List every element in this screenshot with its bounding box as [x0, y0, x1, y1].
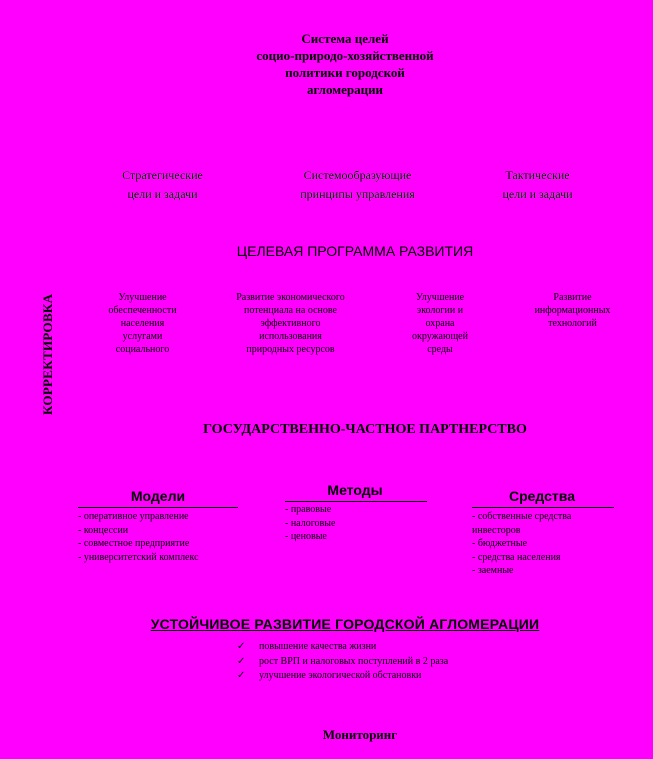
list-item: - ценовые	[285, 531, 327, 542]
partnership-title: ГОСУДАРСТВЕННО-ЧАСТНОЕ ПАРТНЕРСТВО	[203, 422, 527, 437]
goal-line: населения	[120, 318, 165, 329]
goal-line: использования	[259, 331, 322, 342]
category-principles	[270, 166, 445, 204]
goal-line: Улучшение	[415, 292, 465, 303]
correction-text: КОРРЕКТИРОВКА	[40, 293, 55, 415]
goal-line: обеспеченности	[108, 305, 177, 316]
goal-line: технологий	[548, 318, 597, 329]
goal-line: потенциала на основе	[244, 305, 337, 316]
outcome-text: улучшение экологической обстановки	[259, 670, 422, 681]
goal-line: Улучшение	[118, 292, 167, 303]
goal-line: среды	[427, 344, 453, 355]
outcome-item	[237, 669, 448, 684]
means-heading: Средства	[508, 488, 575, 504]
list-item: - налоговые	[285, 517, 336, 529]
title-line: политики городской	[285, 65, 405, 80]
category-line: Тактические	[505, 168, 570, 182]
goal-line: Развитие	[553, 292, 592, 303]
goal-line: Развитие экономического	[236, 292, 345, 303]
list-item: - средства населения	[472, 551, 561, 563]
title-line: социо-природо-хозяйственной	[256, 48, 434, 63]
monitoring-label: Мониторинг	[322, 727, 398, 742]
list-item: - собственные средства	[472, 511, 572, 522]
outcome-title: УСТОЙЧИВОЕ РАЗВИТИЕ ГОРОДСКОЙ АГЛОМЕРАЦИИ	[150, 616, 540, 632]
check-icon: ✓	[237, 670, 246, 681]
list-item: - бюджетные	[472, 538, 528, 549]
check-icon: ✓	[237, 655, 246, 667]
correction-label	[40, 265, 60, 415]
goal-ecology	[395, 291, 485, 356]
category-line: цели и задачи	[502, 187, 573, 201]
check-icon: ✓	[237, 641, 246, 652]
means-divider	[472, 507, 614, 508]
goal-line: экологии и	[416, 305, 464, 316]
list-item: - университетский комплекс	[78, 551, 199, 563]
category-line: Стратегические	[122, 168, 203, 182]
category-strategic	[95, 166, 230, 204]
models-list	[78, 510, 199, 564]
list-item: - оперативное управление	[78, 511, 189, 522]
category-line: принципы управления	[300, 187, 415, 201]
goal-social	[95, 291, 190, 356]
goal-line: социального	[115, 344, 170, 355]
goal-line: окружающей	[412, 331, 468, 342]
list-item: - заемные	[472, 565, 514, 576]
goal-economy	[218, 291, 363, 356]
goal-line: услугами	[122, 331, 163, 342]
program-title: ЦЕЛЕВАЯ ПРОГРАММА РАЗВИТИЯ	[236, 243, 474, 259]
models-divider	[78, 507, 238, 508]
means-list	[472, 510, 571, 578]
diagram-title	[200, 30, 490, 98]
category-line: цели и задачи	[127, 187, 198, 201]
list-item: - совместное предприятие	[78, 538, 190, 549]
outcome-text: повышение качества жизни	[259, 641, 377, 652]
outcome-item	[237, 640, 448, 655]
goal-line: охрана	[425, 318, 455, 329]
outcome-text: рост ВРП и налоговых поступлений в 2 раза	[259, 655, 449, 667]
goal-line: природных ресурсов	[246, 344, 335, 355]
list-item: - концессии	[78, 524, 129, 536]
outcome-list	[237, 640, 448, 684]
category-line: Системообразующие	[303, 168, 412, 182]
methods-divider	[285, 501, 427, 502]
list-item: инвесторов	[472, 524, 521, 536]
goal-it	[515, 291, 630, 330]
methods-heading: Методы	[327, 482, 383, 498]
title-line: Система целей	[301, 31, 389, 46]
outcome-item	[237, 655, 448, 670]
goal-line: информационных	[534, 305, 611, 316]
title-line: агломерации	[306, 82, 384, 97]
methods-list	[285, 503, 335, 544]
list-item: - правовые	[285, 504, 332, 515]
goal-line: эффективного	[260, 318, 321, 329]
category-tactical	[480, 166, 595, 204]
models-heading: Модели	[130, 488, 186, 504]
